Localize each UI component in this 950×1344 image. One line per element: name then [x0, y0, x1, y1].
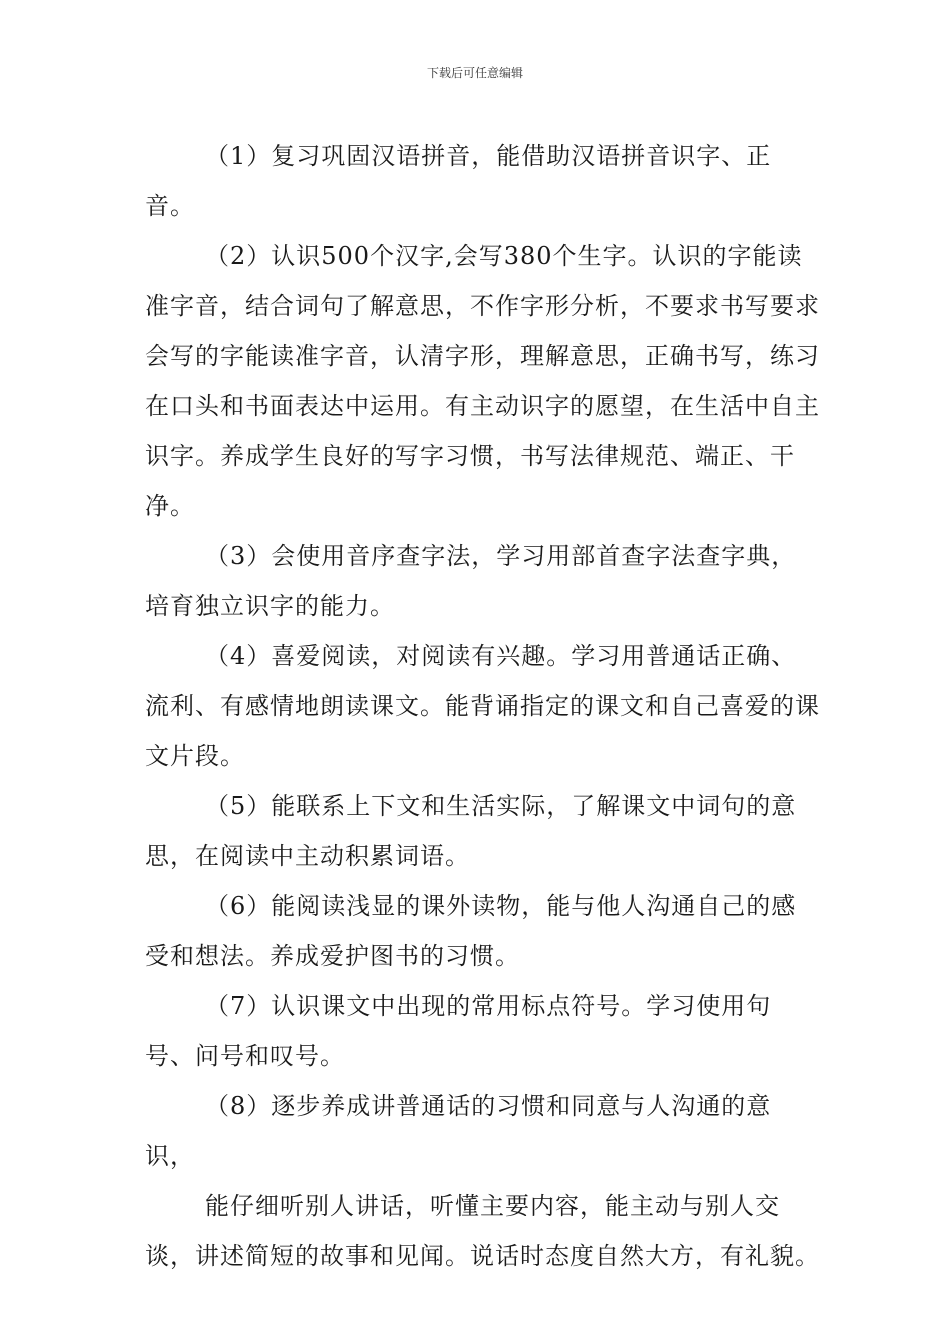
paragraph-7: （7）认识课文中出现的常用标点符号。学习使用句号、问号和叹号。 — [145, 992, 772, 1070]
paragraph-1: （1）复习巩固汉语拼音，能借助汉语拼音识字、正音。 — [145, 142, 772, 220]
paragraph-6: （6）能阅读浅显的课外读物，能与他人沟通自己的感受和想法。养成爱护图书的习惯。 — [145, 892, 797, 970]
paragraph-8: （8）逐步养成讲普通话的习惯和同意与人沟通的意识， — [145, 1092, 772, 1170]
document-body — [145, 131, 820, 1281]
paragraph-5: （5）能联系上下文和生活实际，了解课文中词句的意思，在阅读中主动积累词语。 — [145, 792, 797, 870]
paragraph-9: 能仔细听别人讲话，听懂主要内容，能主动与别人交谈，讲述简短的故事和见闻。说话时态度自然大方，有礼貌。 — [145, 1192, 820, 1270]
paragraph-3: （3）会使用音序查字法，学习用部首查字法查字典，培育独立识字的能力。 — [145, 542, 797, 620]
page-header: 下载后可任意编辑 — [426, 66, 523, 80]
paragraph-2: （2）认识500个汉字,会写380个生字。认识的字能读准字音，结合词句了解意思，不作字形分析，不要求书写要求会写的字能读准字音，认清字形，理解意思，正确书写，练习在口头和书面表达中运用。有主动识字的愿望，在生活中自主识字。养成学生良好的写字习惯，书写法律规范、端正、干净。 — [145, 242, 820, 520]
paragraph-4: （4）喜爱阅读，对阅读有兴趣。学习用普通话正确、流利、有感情地朗读课文。能背诵指定的课文和自己喜爱的课文片段。 — [145, 642, 820, 770]
